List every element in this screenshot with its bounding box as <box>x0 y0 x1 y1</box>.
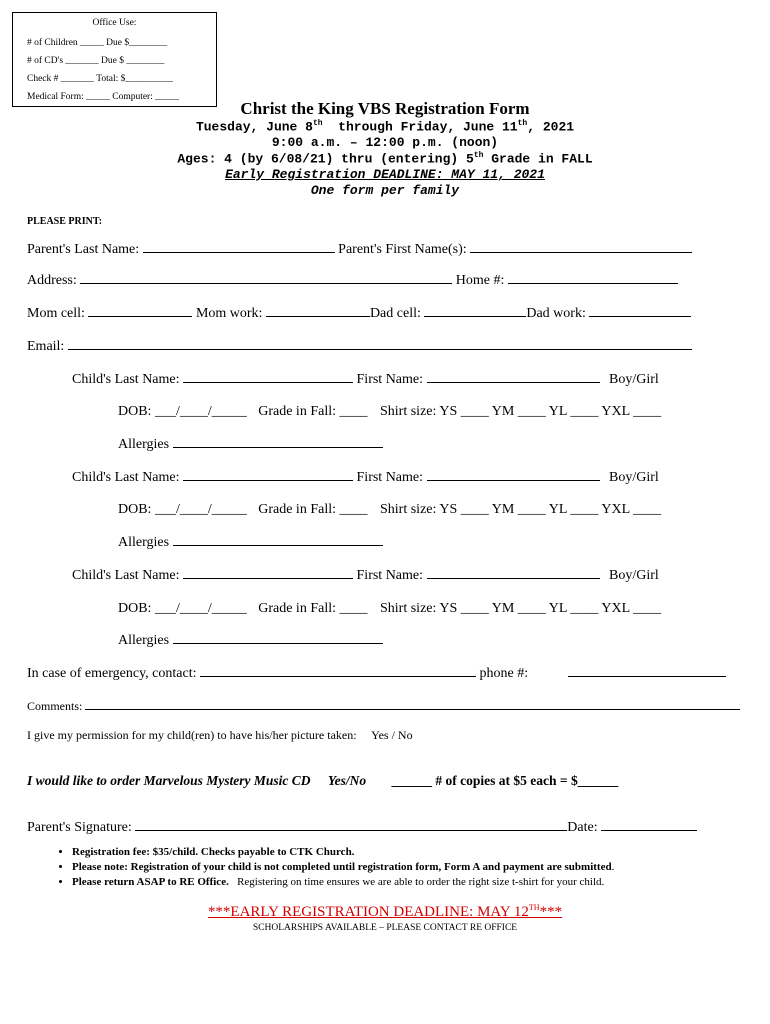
grade-field[interactable]: Grade in Fall: ____ <box>258 404 368 419</box>
office-row-children: # of Children _____ Due $________ <box>27 38 168 48</box>
child-3-details-row <box>118 601 661 617</box>
dates-year: , 2021 <box>527 119 575 135</box>
note-completion-text: Please note: Registration of your child is not completed until registration form, Form A and payment are submitted <box>72 861 612 873</box>
event-time: 9:00 a.m. – 12:00 p.m. (noon) <box>271 135 499 150</box>
note-return-detail: Registering on time ensures we are able to order the right size t-shirt for your child. <box>228 876 605 888</box>
grade-field[interactable]: Grade in Fall: ____ <box>258 601 368 616</box>
child-2-name-row <box>72 470 659 486</box>
child-2-allergies-row <box>118 535 383 551</box>
allergies-label: Allergies <box>118 437 170 452</box>
office-use-box <box>12 12 217 107</box>
address-label: Address: <box>27 273 77 288</box>
note-fee <box>72 846 614 858</box>
child-first-label: First Name: <box>356 568 424 583</box>
emergency-label: In case of emergency, contact: <box>27 666 197 681</box>
mom-work-label: Mom work: <box>195 306 263 321</box>
parent-first-field[interactable] <box>470 251 692 253</box>
child-first-field[interactable] <box>427 381 600 383</box>
footer-deadline <box>0 903 770 921</box>
please-print: PLEASE PRINT: <box>27 216 103 227</box>
footer-deadline-text: ***EARLY REGISTRATION DEADLINE: MAY 12 <box>207 904 529 920</box>
child-last-field[interactable] <box>183 381 353 383</box>
note-fee-text: Registration fee: $35/child. Checks payable to CTK Church. <box>72 846 355 858</box>
child-last-field[interactable] <box>183 479 353 481</box>
boy-girl-option[interactable]: Boy/Girl <box>609 568 659 583</box>
parent-first-label: Parent's First Name(s): <box>338 242 467 257</box>
comments-row <box>27 699 740 714</box>
phones-row <box>27 306 691 322</box>
dob-field[interactable]: DOB: ___/____/_____ <box>118 404 247 419</box>
form-title: Christ the King VBS Registration Form <box>240 99 530 118</box>
shirt-size-field[interactable]: Shirt size: YS ____ YM ____ YL ____ YXL ____ <box>380 404 662 419</box>
photo-permission[interactable]: I give my permission for my child(ren) to have his/her picture taken: Yes / No <box>27 728 413 742</box>
dad-work-label: Dad work: <box>526 306 586 321</box>
date-field[interactable] <box>601 829 697 831</box>
event-dates <box>0 119 770 134</box>
scholarships-note: SCHOLARSHIPS AVAILABLE – PLEASE CONTACT RE OFFICE <box>252 923 518 933</box>
address-row <box>27 273 678 289</box>
signature-label: Parent's Signature: <box>27 820 132 835</box>
dates-end: through Friday, June 11 <box>322 119 518 135</box>
mom-cell-field[interactable] <box>88 315 192 317</box>
note-return <box>72 876 614 888</box>
notes-list <box>50 846 614 891</box>
parent-last-label: Parent's Last Name: <box>27 242 140 257</box>
office-use-title: Office Use: <box>92 18 137 28</box>
allergies-field[interactable] <box>173 642 383 644</box>
ages-grade: Grade in FALL <box>483 151 593 167</box>
dob-field[interactable]: DOB: ___/____/_____ <box>118 601 247 616</box>
boy-girl-option[interactable]: Boy/Girl <box>609 470 659 485</box>
comments-field[interactable] <box>85 708 740 710</box>
child-1-name-row <box>72 372 659 388</box>
boy-girl-option[interactable]: Boy/Girl <box>609 372 659 387</box>
child-last-field[interactable] <box>183 577 353 579</box>
grade-field[interactable]: Grade in Fall: ____ <box>258 502 368 517</box>
parent-name-row <box>27 242 692 258</box>
child-1-details-row <box>118 404 661 420</box>
cd-order-row <box>27 773 618 789</box>
shirt-size-field[interactable]: Shirt size: YS ____ YM ____ YL ____ YXL ____ <box>380 601 662 616</box>
email-row <box>27 339 692 355</box>
ages-sup: th <box>473 151 484 160</box>
date-label: Date: <box>567 820 598 835</box>
address-field[interactable] <box>80 282 452 284</box>
child-first-label: First Name: <box>356 470 424 485</box>
emergency-phone-label: phone #: <box>479 666 529 681</box>
emergency-contact-field[interactable] <box>200 675 476 677</box>
dates-start-sup: th <box>312 119 323 128</box>
child-2-details-row <box>118 502 661 518</box>
allergies-label: Allergies <box>118 633 170 648</box>
mom-work-field[interactable] <box>266 315 370 317</box>
ages-text: Ages: 4 (by 6/08/21) thru (entering) 5 <box>177 151 474 167</box>
email-field[interactable] <box>68 348 692 350</box>
dob-field[interactable]: DOB: ___/____/_____ <box>118 502 247 517</box>
office-row-medical: Medical Form: _____ Computer: _____ <box>27 92 179 102</box>
note-return-text: Please return ASAP to RE Office. <box>72 876 229 888</box>
child-last-label: Child's Last Name: <box>72 470 180 485</box>
child-first-field[interactable] <box>427 479 600 481</box>
child-first-label: First Name: <box>356 372 424 387</box>
child-last-label: Child's Last Name: <box>72 568 180 583</box>
cd-order-text: I would like to order Marvelous Mystery Music CD <box>27 773 311 788</box>
child-3-allergies-row <box>118 633 383 649</box>
office-row-check: Check # _______ Total: $__________ <box>27 74 173 84</box>
dates-end-sup: th <box>517 119 528 128</box>
parent-last-field[interactable] <box>143 251 335 253</box>
home-phone-field[interactable] <box>508 282 678 284</box>
note-completion-end: . <box>611 861 615 873</box>
signature-field[interactable] <box>135 829 567 831</box>
child-3-name-row <box>72 568 659 584</box>
shirt-size-field[interactable]: Shirt size: YS ____ YM ____ YL ____ YXL ____ <box>380 502 662 517</box>
dad-work-field[interactable] <box>589 315 691 317</box>
child-first-field[interactable] <box>427 577 600 579</box>
early-deadline: Early Registration DEADLINE: MAY 11, 2021 <box>225 167 545 182</box>
allergies-field[interactable] <box>173 544 383 546</box>
home-phone-label: Home #: <box>455 273 505 288</box>
emergency-phone-field[interactable] <box>568 675 726 677</box>
dates-start: Tuesday, June 8 <box>195 119 313 135</box>
allergies-field[interactable] <box>173 446 383 448</box>
office-row-cds: # of CD's _______ Due $ ________ <box>27 56 165 66</box>
allergies-label: Allergies <box>118 535 170 550</box>
footer-deadline-sup: TH <box>528 903 540 912</box>
email-label: Email: <box>27 339 65 354</box>
mom-cell-label: Mom cell: <box>27 306 85 321</box>
note-completion <box>72 861 614 873</box>
comments-label: Comments: <box>27 699 83 713</box>
cd-copies-field[interactable]: ______ # of copies at $5 each = $______ <box>391 773 619 788</box>
cd-yes-no[interactable]: Yes/No <box>327 773 367 788</box>
child-last-label: Child's Last Name: <box>72 372 180 387</box>
dad-cell-field[interactable] <box>424 315 526 317</box>
emergency-row <box>27 666 726 682</box>
one-form-note: One form per family <box>310 183 460 198</box>
dad-cell-label: Dad cell: <box>369 306 421 321</box>
signature-row <box>27 820 697 836</box>
child-1-allergies-row <box>118 437 383 453</box>
age-range <box>0 151 770 166</box>
footer-deadline-end: *** <box>539 904 563 920</box>
